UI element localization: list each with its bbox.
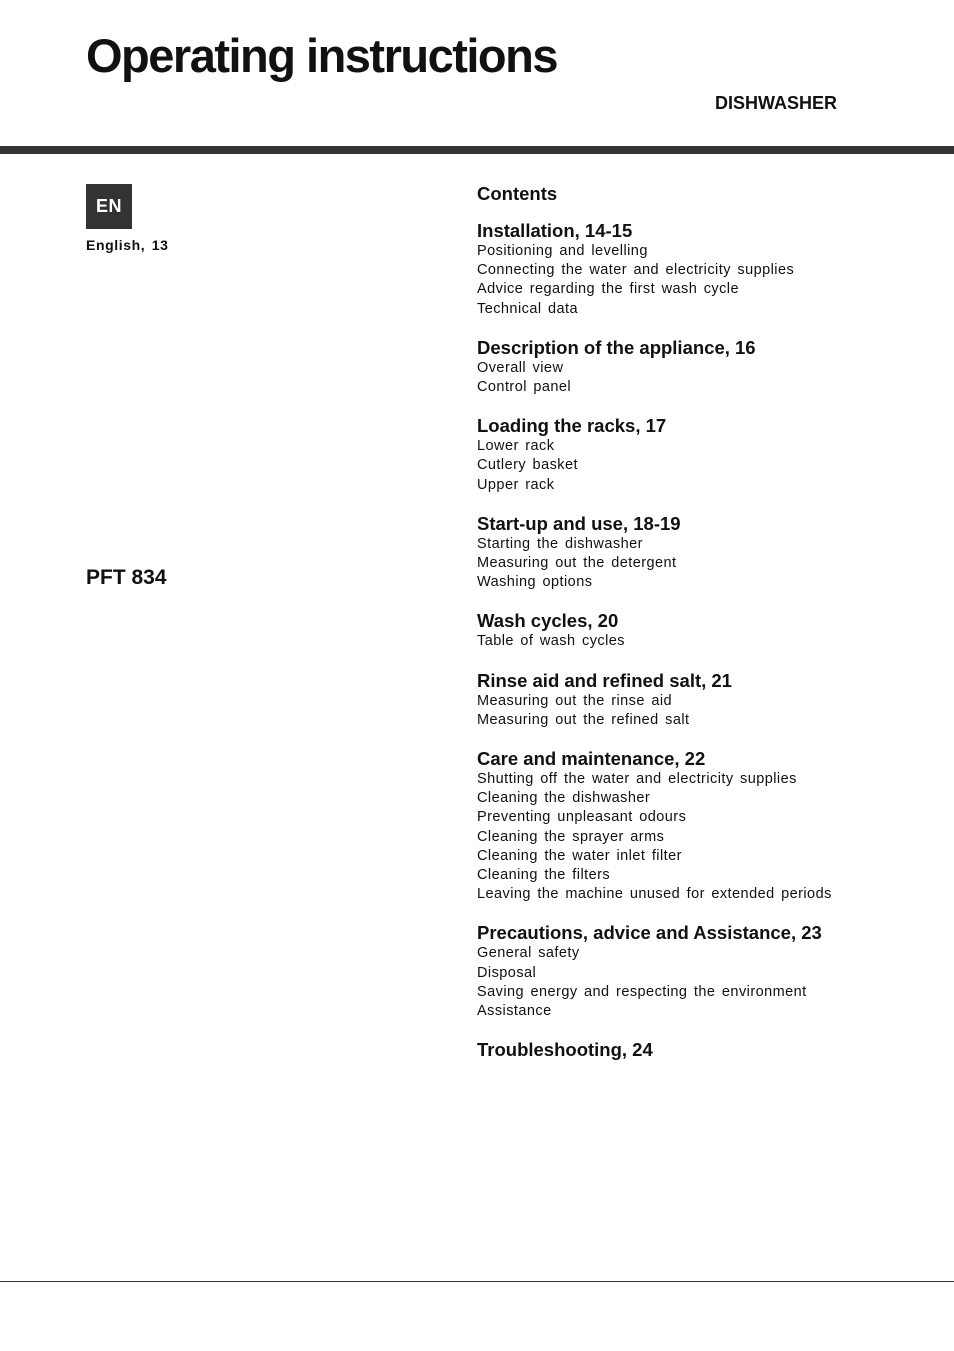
contents-section (477, 220, 937, 319)
section-item: Washing options (477, 574, 593, 591)
section-item: Saving energy and respecting the environment (477, 983, 807, 1000)
section-title: Troubleshooting, 24 (477, 1039, 653, 1061)
contents-section (477, 748, 937, 904)
section-item: Table of wash cycles (477, 633, 625, 650)
section-item: Connecting the water and electricity supplies (477, 262, 795, 279)
section-item: Cutlery basket (477, 457, 578, 474)
section-item: Assistance (477, 1003, 552, 1020)
section-item: Lower rack (477, 438, 555, 455)
section-item: Positioning and levelling (477, 243, 648, 259)
language-label: English, 13 (86, 237, 169, 253)
section-item: General safety (477, 945, 580, 962)
section-item: Cleaning the sprayer arms (477, 828, 665, 845)
contents-section (477, 337, 937, 397)
section-title: Loading the racks, 17 (477, 415, 667, 437)
contents-heading: Contents (477, 183, 558, 204)
language-badge: EN (86, 184, 132, 229)
contents-section (477, 1039, 937, 1061)
section-item: Upper rack (477, 476, 555, 493)
section-item: Technical data (477, 300, 578, 317)
product-type: DISHWASHER (714, 93, 837, 113)
contents-section (477, 513, 937, 593)
section-item: Measuring out the rinse aid (477, 692, 673, 709)
contents-section (477, 670, 937, 730)
model-number: PFT 834 (86, 566, 167, 589)
section-title: Wash cycles, 20 (477, 610, 619, 632)
table-of-contents (477, 183, 937, 1079)
contents-section (477, 415, 937, 495)
section-item: Cleaning the water inlet filter (477, 847, 682, 864)
contents-sections (477, 220, 937, 1061)
footer-divider (0, 1281, 954, 1282)
section-item: Measuring out the detergent (477, 555, 677, 572)
section-title: Installation, 14-15 (477, 220, 633, 241)
section-item: Starting the dishwasher (477, 535, 643, 552)
section-title: Precautions, advice and Assistance, 23 (477, 922, 822, 944)
page-title: Operating instructions (86, 29, 557, 82)
section-item: Disposal (477, 964, 537, 981)
section-title: Care and maintenance, 22 (477, 748, 706, 770)
section-title: Rinse aid and refined salt, 21 (477, 669, 732, 691)
section-item: Preventing unpleasant odours (477, 809, 687, 826)
section-item: Cleaning the filters (477, 867, 611, 884)
section-item: Overall view (477, 359, 564, 376)
section-title: Start-up and use, 18-19 (477, 512, 681, 534)
section-item: Control panel (477, 379, 572, 396)
section-item: Measuring out the refined salt (477, 711, 690, 728)
section-item: Leaving the machine unused for extended periods (477, 886, 832, 903)
section-title: Description of the appliance, 16 (477, 336, 756, 358)
section-item: Shutting off the water and electricity supplies (477, 771, 797, 788)
section-item: Cleaning the dishwasher (477, 790, 651, 807)
contents-section (477, 922, 937, 1021)
contents-section (477, 610, 937, 651)
section-item: Advice regarding the first wash cycle (477, 281, 739, 298)
header-divider (0, 146, 954, 154)
